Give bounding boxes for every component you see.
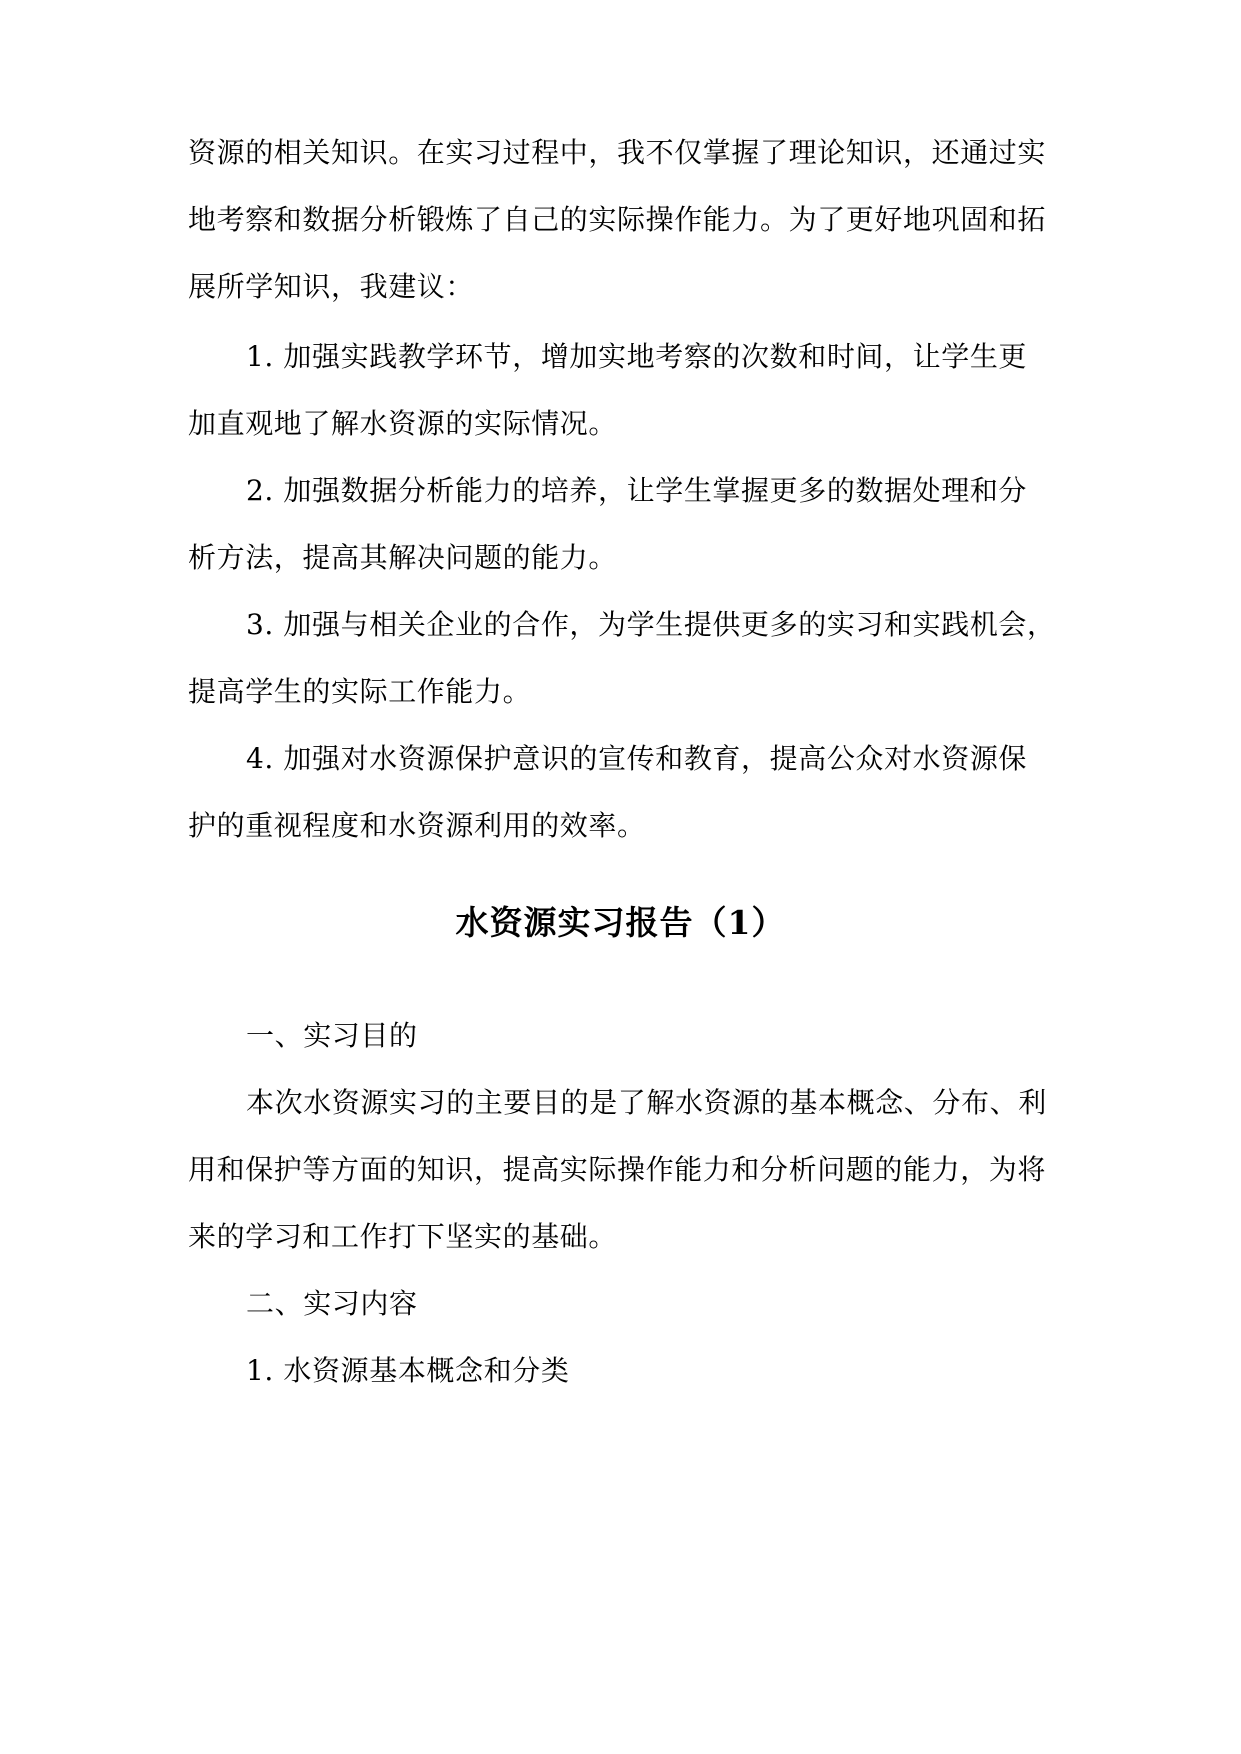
- list-item-3-line: 提高学生的实际工作能力。: [188, 675, 532, 708]
- list-item-3-line: 3. 加强与相关企业的合作，为学生提供更多的实习和实践机会，: [246, 608, 1056, 641]
- report-title: 水资源实习报告（1）: [455, 903, 786, 942]
- list-item-2-line: 2. 加强数据分析能力的培养，让学生掌握更多的数据处理和分: [246, 474, 1028, 507]
- list-item-1-line: 1. 加强实践教学环节，增加实地考察的次数和时间，让学生更: [246, 340, 1028, 373]
- paragraph-line: 资源的相关知识。在实习过程中，我不仅掌握了理论知识，还通过实: [188, 136, 1047, 169]
- paragraph-line: 地考察和数据分析锻炼了自己的实际操作能力。为了更好地巩固和拓: [188, 203, 1047, 236]
- list-item-1-line: 加直观地了解水资源的实际情况。: [188, 407, 618, 440]
- section-heading-content: 二、实习内容: [246, 1287, 418, 1320]
- paragraph-line: 展所学知识，我建议：: [188, 270, 475, 303]
- list-item-concepts: 1. 水资源基本概念和分类: [246, 1354, 570, 1387]
- paragraph-line: 来的学习和工作打下坚实的基础。: [188, 1220, 618, 1253]
- section-heading-purpose: 一、实习目的: [246, 1019, 418, 1052]
- paragraph-line: 本次水资源实习的主要目的是了解水资源的基本概念、分布、利: [246, 1086, 1047, 1119]
- list-item-4-line: 4. 加强对水资源保护意识的宣传和教育，提高公众对水资源保: [246, 742, 1028, 775]
- list-item-4-line: 护的重视程度和水资源利用的效率。: [188, 809, 646, 842]
- paragraph-line: 用和保护等方面的知识，提高实际操作能力和分析问题的能力，为将: [188, 1153, 1047, 1186]
- list-item-2-line: 析方法，提高其解决问题的能力。: [188, 541, 618, 574]
